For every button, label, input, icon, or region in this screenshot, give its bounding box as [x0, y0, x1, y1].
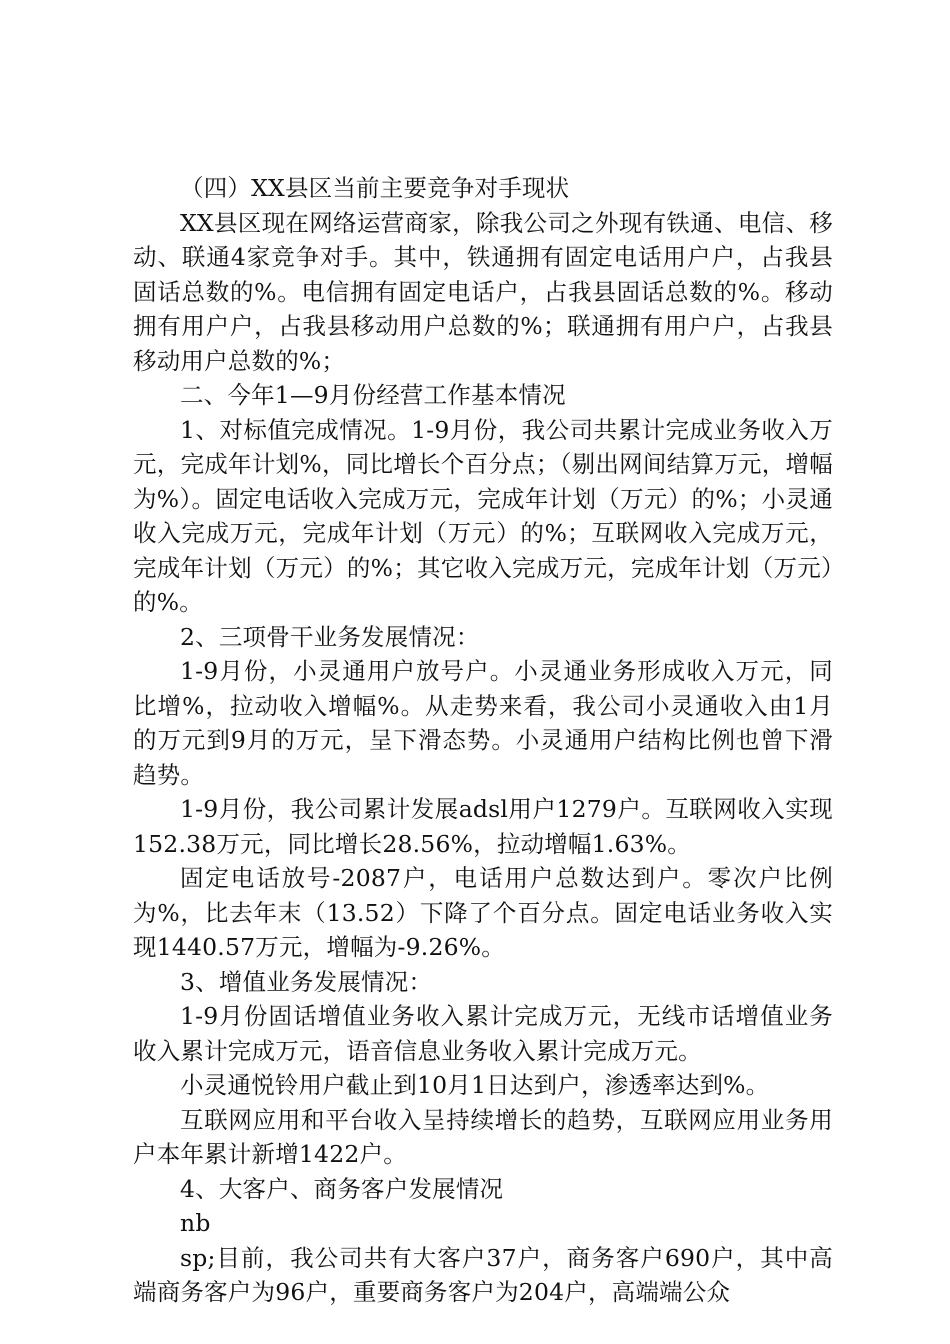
paragraph-fragment-nb: nb — [180, 1209, 211, 1237]
subheading-key-accounts: 4、大客户、商务客户发展情况 — [180, 1174, 504, 1203]
paragraph-adsl: 1-9月份，我公司累计发展adsl用户1279户。互联网收入实现152.38万元，同比增长28.56%，拉动增幅1.63%。 — [133, 795, 833, 858]
paragraph-ringtone: 小灵通悦铃用户截止到10月1日达到户，渗透率达到%。 — [180, 1071, 770, 1099]
subheading-core-business: 2、三项骨干业务发展情况： — [180, 622, 480, 651]
document-body — [133, 171, 833, 1310]
paragraph-benchmark: 1、对标值完成情况。1-9月份，我公司共累计完成业务收入万元，完成年计划%，同比增长个百分点；（剔出网间结算万元，增幅为%）。固定电话收入完成万元，完成年计划（万元）的%；小灵通收入完成万元，完成年计划（万元）的%；互联网收入完成万元，完成年计划（万元）的%；其它收入完成万元，完成年计划（万元）的%。 — [133, 415, 833, 616]
paragraph-fixed-line: 固定电话放号-2087户，电话用户总数达到户。零次户比例为%，比去年末（13.52）下降了个百分点。固定电话业务收入实现1440.57万元，增幅为-9.26%。 — [133, 864, 833, 961]
section-heading-operations: 二、今年1—9月份经营工作基本情况 — [180, 381, 566, 409]
paragraph-internet-apps: 互联网应用和平台收入呈持续增长的趋势，互联网应用业务用户本年累计新增1422户。 — [133, 1105, 833, 1168]
paragraph-key-accounts: sp;目前，我公司共有大客户37户，商务客户690户，其中高端商务客户为96户，重要商务客户为204户，高端端公众 — [133, 1243, 833, 1306]
paragraph-competitors: XX县区现在网络运营商家，除我公司之外现有铁通、电信、移动、联通4家竞争对手。其中，铁通拥有固定电话用户户，占我县固话总数的%。电信拥有固定电话户，占我县固话总数的%。移动拥有用户户，占我县移动用户总数的%；联通拥有用户户，占我县移动用户总数的%； — [133, 208, 833, 375]
section-heading-competitors: （四）XX县区当前主要竞争对手现状 — [180, 174, 570, 202]
paragraph-value-added-revenue: 1-9月份固话增值业务收入累计完成万元，无线市话增值业务收入累计完成万元，语音信息业务收入累计完成万元。 — [133, 1002, 833, 1065]
paragraph-phs: 1-9月份，小灵通用户放号户。小灵通业务形成收入万元，同比增%，拉动收入增幅%。从走势来看，我公司小灵通收入由1月的万元到9月的万元，呈下滑态势。小灵通用户结构比例也曾下滑趋势。 — [133, 657, 833, 789]
subheading-value-added: 3、增值业务发展情况： — [180, 967, 433, 996]
